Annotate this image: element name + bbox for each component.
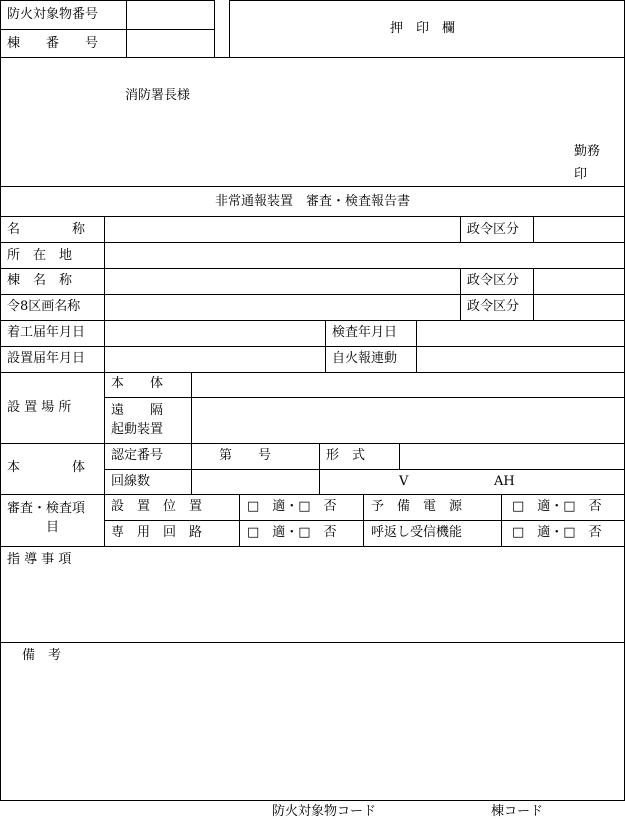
check-item-result[interactable]: □ 適・□ 否 [512,525,602,540]
frame-line [0,0,1,800]
section-name-label: 令8区画名称 [7,299,81,314]
frame-line [229,0,230,57]
model-field[interactable] [401,445,622,467]
frame-line [0,216,625,217]
frame-line [214,0,215,57]
check-item-label: 呼返し受信機能 [371,525,463,540]
install-notice-date-field[interactable] [106,348,323,370]
ordinance-class-field[interactable] [535,218,622,240]
remote-label-line-1: 遠 隔 [111,403,164,418]
location-label: 所 在 地 [7,248,73,263]
model-label: 形 式 [326,448,366,463]
location-field[interactable] [106,244,622,266]
ordinance-class-label-2: 政令区分 [467,273,520,288]
frame-line [319,443,320,494]
frame-line [363,494,364,546]
frame-line [325,320,326,372]
fire-object-number-field[interactable] [128,2,212,27]
line-count-label: 回線数 [111,474,151,489]
install-notice-date-label: 設置届年月日 [7,351,86,366]
name-field[interactable] [106,218,458,240]
start-date-label: 着工届年月日 [7,325,86,340]
building-name-field[interactable] [106,270,458,292]
frame-line [229,0,625,1]
frame-line [416,320,417,372]
name-label: 名 称 [7,222,86,237]
check-item-result[interactable]: □ 適・□ 否 [247,499,337,514]
remote-device-place-field[interactable] [193,399,622,441]
remote-label-line-2: 起動装置 [111,422,164,437]
guidance-label: 指 導 事 項 [7,552,72,567]
frame-line [0,186,625,187]
ordinance-class-field-2[interactable] [535,270,622,292]
check-items-label-line-1: 審査・検査項 [7,501,86,516]
frame-line [0,346,625,347]
frame-line [0,294,625,295]
building-number-label: 棟 番 号 [7,36,99,51]
stamp-label: 印 [574,167,588,182]
frame-line [0,320,625,321]
check-item-label: 設 置 位 置 [111,499,203,514]
frame-line [0,268,625,269]
ordinance-class-field-3[interactable] [535,296,622,318]
install-place-label: 設 置 場 所 [7,400,72,415]
main-body-label: 本 体 [7,460,86,475]
remarks-field[interactable] [2,668,623,798]
frame-line [191,372,192,494]
fire-alarm-link-label: 自火報連動 [332,351,398,366]
frame-line [104,216,105,546]
frame-line [399,443,400,469]
frame-line [533,268,534,320]
start-date-field[interactable] [106,322,323,344]
cert-number-label: 認定番号 [111,448,164,463]
check-items-label-line-2: 目 [46,520,60,535]
ordinance-class-label-3: 政令区分 [467,299,520,314]
check-item-label: 専 用 回 路 [111,525,203,540]
frame-line [0,29,215,30]
ordinance-class-label: 政令区分 [467,222,520,237]
inspection-date-field[interactable] [418,322,622,344]
remarks-label: 備 考 [22,648,62,663]
main-unit-label: 本 体 [111,376,164,391]
check-item-label: 予 備 電 源 [371,499,463,514]
frame-line [0,546,625,547]
frame-line [0,800,625,801]
check-item-result[interactable]: □ 適・□ 否 [512,499,602,514]
fire-alarm-link-field[interactable] [418,348,622,370]
frame-line [501,494,502,546]
duty-label: 勤務 [574,144,601,159]
frame-line [104,520,625,521]
fire-object-code-label: 防火対象物コード [272,804,377,819]
guidance-field[interactable] [2,572,623,640]
frame-line [460,216,461,242]
section-name-field[interactable] [106,296,458,318]
frame-line [460,268,461,320]
form-title: 非常通報装置 審査・検査報告書 [214,194,410,209]
inspection-date-label: 検査年月日 [332,325,398,340]
check-item-result[interactable]: □ 適・□ 否 [247,525,337,540]
frame-line [126,0,127,57]
cert-number-field[interactable]: 第 号 [219,448,272,463]
volt-unit-label: V [399,474,409,489]
seal-column-label: 押 印 欄 [390,21,456,36]
frame-line [239,494,240,546]
frame-line [533,216,534,242]
frame-line [104,397,625,398]
frame-line [0,372,625,373]
building-code-label: 棟コード [491,804,544,819]
frame-line [0,494,625,495]
frame-line [0,443,625,444]
main-unit-place-field[interactable] [193,374,622,395]
frame-line [0,242,625,243]
fire-chief-addressee: 消防署長様 [125,88,191,103]
frame-line [0,57,625,58]
building-name-label: 棟 名 称 [7,273,73,288]
line-count-field[interactable] [193,471,317,492]
frame-line [0,642,625,643]
frame-line [0,0,215,1]
frame-line [104,469,625,470]
amp-hour-unit-label: AH [494,474,515,489]
fire-object-number-label: 防火対象物番号 [7,7,99,22]
building-number-field[interactable] [128,31,212,55]
